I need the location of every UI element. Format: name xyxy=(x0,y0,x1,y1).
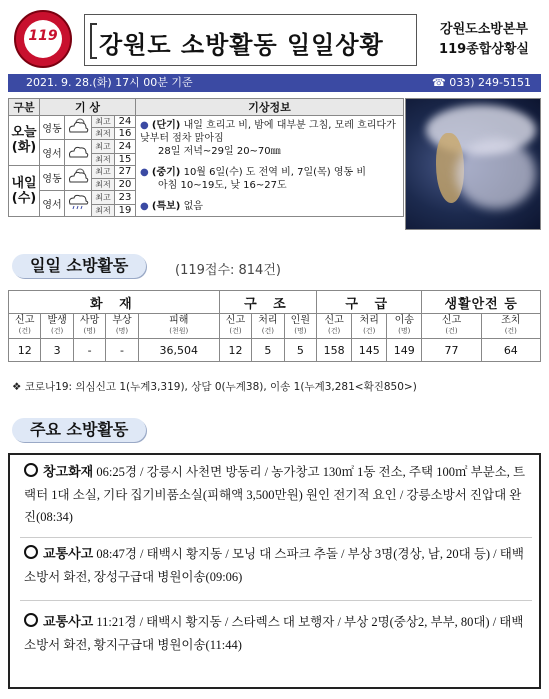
value-cell: 36,504 xyxy=(138,339,219,362)
col-header: 사망 (명) xyxy=(73,314,105,339)
activity-table xyxy=(8,290,541,362)
logo-text: 119 xyxy=(28,28,58,44)
activity-item: 교통사고 08:47경 / 태백시 황지동 / 모닝 대 스파크 추돌 / 부상 3명(경상, 남, 20대 등) / 태백소방서 화전, 장성구급대 병원이송(09:06) xyxy=(24,547,524,584)
min-temp: 20 xyxy=(115,179,136,191)
group-rescue: 구 조 xyxy=(219,291,316,314)
activity-item: 교통사고 11:21경 / 태백시 황지동 / 스타렉스 대 보행자 / 부상 2명(중상2, 부부, 80대) / 태백소방서 화전, 황지구급대 병원이송(11:44) xyxy=(24,615,524,652)
value-cell: 77 xyxy=(422,339,481,362)
bullet-icon: ● xyxy=(140,167,149,178)
cloud-icon xyxy=(65,116,92,140)
col-header: 처리 (건) xyxy=(252,314,284,339)
bullet-icon: ● xyxy=(140,120,149,131)
cloud-icon xyxy=(65,140,92,166)
group-fire: 화 재 xyxy=(9,291,220,314)
weather-col-gisang: 기 상 xyxy=(40,99,136,116)
circle-bullet-icon xyxy=(24,545,38,559)
max-temp: 23 xyxy=(115,191,136,205)
bullet-icon: ● xyxy=(140,201,149,212)
main-activity-heading: 주요 소방활동 xyxy=(12,418,146,442)
call-count: (119접수: 814건) xyxy=(175,263,281,278)
col-header: 이송 (명) xyxy=(387,314,422,339)
region-label: 영동 xyxy=(40,116,65,140)
weather-table: 구분 기 상 기상정보 오늘 (화) 영동 최고 24 ● (단기) 내일 흐리고 비, 밤에 대부분 그침, 모레 흐리다가 낮부터 점차 맑아짐 28일 저녁~29일 20~70㎜ ● (중기) 10월 6일(수) 도 전역 비, 7일(목) 영동 비 아침 10~19도, 낮 16~27도 ● (특보) 없음 최저 16 영서 최고 24 최저 15 내일 (수) 영동 최고 27 최저 20 영서 최고 23 최저 19 xyxy=(8,98,404,217)
divider xyxy=(20,537,532,538)
group-safety: 생활안전 등 xyxy=(422,291,541,314)
value-cell: 12 xyxy=(9,339,41,362)
col-header: 피해 (천원) xyxy=(138,314,219,339)
fire-department-logo xyxy=(14,10,72,68)
report-header xyxy=(8,8,541,68)
report-date: 2021. 9. 28.(화) 17시 00분 기준 xyxy=(26,76,193,89)
satellite-image xyxy=(405,98,541,230)
col-header: 신고 (건) xyxy=(317,314,352,339)
rain-cloud-icon xyxy=(65,191,92,217)
day-tomorrow: 내일 (수) xyxy=(9,165,40,216)
min-temp: 15 xyxy=(115,153,136,165)
min-temp: 19 xyxy=(115,205,136,217)
divider xyxy=(20,600,532,601)
col-header: 발생 (건) xyxy=(41,314,73,339)
value-cell: 12 xyxy=(219,339,251,362)
col-header: 조치 (건) xyxy=(481,314,540,339)
col-header: 인원 (명) xyxy=(284,314,316,339)
covid-note: ❖ 코로나19: 의심신고 1(누계3,319), 상담 0(누계38), 이송 1(누계3,281<확진850>) xyxy=(12,381,417,393)
value-cell: - xyxy=(106,339,138,362)
phone-number: ☎ 033) 249-5151 xyxy=(432,76,531,89)
weather-col-gubun: 구분 xyxy=(9,99,40,116)
cloud-icon xyxy=(65,165,92,191)
main-activity-box xyxy=(8,453,541,689)
title-box xyxy=(84,14,417,66)
max-temp: 24 xyxy=(115,140,136,154)
col-header: 신고 (건) xyxy=(422,314,481,339)
value-cell: 145 xyxy=(352,339,387,362)
page-title: 강원도 소방활동 일일상황 xyxy=(99,25,384,60)
circle-bullet-icon xyxy=(24,613,38,627)
day-today: 오늘 (화) xyxy=(9,116,40,166)
col-header: 신고 (건) xyxy=(9,314,41,339)
date-bar xyxy=(8,74,541,92)
value-cell: 5 xyxy=(252,339,284,362)
value-cell: 3 xyxy=(41,339,73,362)
max-temp: 27 xyxy=(115,165,136,179)
col-header: 신고 (건) xyxy=(219,314,251,339)
value-cell: 5 xyxy=(284,339,316,362)
activity-item: 창고화재 06:25경 / 강릉시 사천면 방동리 / 농가창고 130㎡ 1동 전소, 주택 100㎡ 부분소, 트랙터 1대 소실, 기타 집기비품소실(피해액 3,500만원) 원인 전기적 요인 / 강릉소방서 진압대 완진(08:34) xyxy=(24,465,526,524)
value-cell: - xyxy=(73,339,105,362)
value-cell: 158 xyxy=(317,339,352,362)
circle-bullet-icon xyxy=(24,463,38,477)
value-cell: 149 xyxy=(387,339,422,362)
daily-activity-heading: 일일 소방활동 xyxy=(12,254,146,278)
region-label: 영동 xyxy=(40,165,65,191)
min-temp: 16 xyxy=(115,128,136,140)
region-label: 영서 xyxy=(40,140,65,166)
weather-info: ● (단기) 내일 흐리고 비, 밤에 대부분 그침, 모레 흐리다가 낮부터 점차 맑아짐 28일 저녁~29일 20~70㎜ ● (중기) 10월 6일(수) 도 전역 비, 7일(목) 영동 비 아침 10~19도, 낮 16~27도 ● (특보) 없음 xyxy=(136,116,404,217)
value-cell: 64 xyxy=(481,339,540,362)
group-ems: 구 급 xyxy=(317,291,422,314)
department-name: 강원도소방본부 119종합상황실 xyxy=(439,22,529,57)
col-header: 부상 (명) xyxy=(106,314,138,339)
region-label: 영서 xyxy=(40,191,65,217)
col-header: 처리 (건) xyxy=(352,314,387,339)
max-temp: 24 xyxy=(115,116,136,128)
weather-col-info: 기상정보 xyxy=(136,99,404,116)
